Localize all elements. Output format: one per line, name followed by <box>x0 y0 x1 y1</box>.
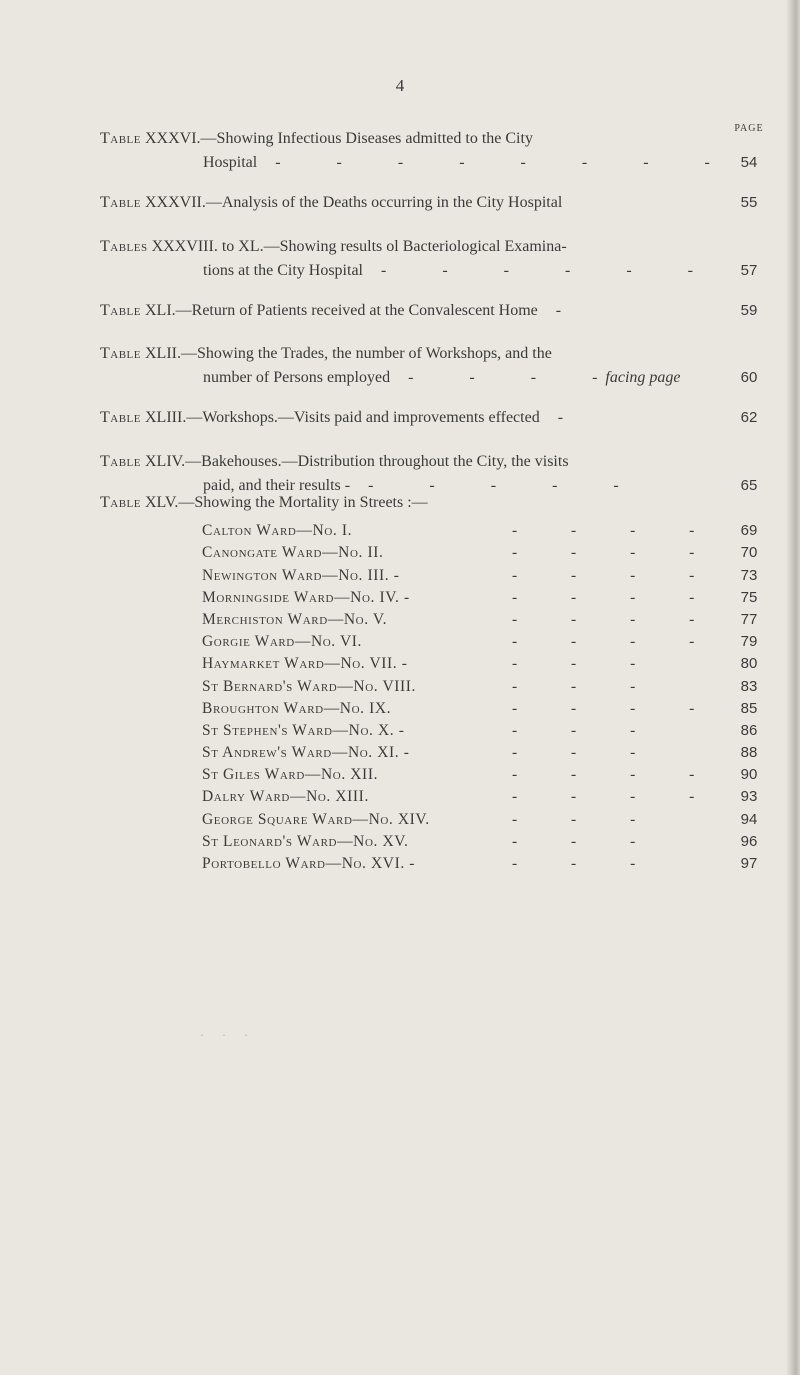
toc-entry <box>100 130 780 180</box>
toc-entry <box>100 238 780 288</box>
ward-row <box>202 811 782 833</box>
entry-title: XLII.—Showing the Trades, the number of Workshops, and the <box>145 345 552 362</box>
ward-page: 93 <box>740 788 758 805</box>
facing-page-note: facing page <box>605 369 681 386</box>
leader-dots: - - - <box>512 722 661 739</box>
ward-row <box>202 589 782 611</box>
ward-row <box>202 611 782 633</box>
ward-row <box>202 744 782 766</box>
ward-page: 94 <box>740 811 758 828</box>
ward-row <box>202 655 782 677</box>
leader-dots: - - - - - - - - <box>275 154 736 171</box>
page-column-header: PAGE <box>734 123 764 134</box>
ward-name: Portobello Ward—No. XVI. - <box>202 855 416 872</box>
toc-entry <box>100 409 780 433</box>
ward-name: Calton Ward—No. I. <box>202 522 353 539</box>
leader-dots: - - - - <box>408 369 624 386</box>
leader-dots: - - - <box>512 833 661 850</box>
entry-title-continued: Hospital <box>203 154 258 171</box>
leader-dots: - - - - - - <box>381 262 719 279</box>
toc-entry <box>100 194 780 218</box>
ward-page: 69 <box>740 522 758 539</box>
entry-title: XLIV.—Bakehouses.—Distribution throughout the City, the visits <box>145 453 569 470</box>
entry-label: Table <box>100 494 141 511</box>
ward-name: St Giles Ward—No. XII. <box>202 766 379 783</box>
leader-dots: - - - <box>512 744 661 761</box>
print-smudge: ··· <box>200 1028 266 1042</box>
entry-page: 60 <box>740 369 758 386</box>
leader-dots: - - - - <box>512 567 720 584</box>
entry-label: Table <box>100 302 141 319</box>
entry-title: XXXVIII. to XL.—Showing results ol Bacteriological Examina- <box>151 238 567 255</box>
entry-title: XLI.—Return of Patients received at the Convalescent Home <box>145 302 538 319</box>
ward-row <box>202 833 782 855</box>
entry-page: 59 <box>740 302 758 319</box>
entry-title: XXXVII.—Analysis of the Deaths occurring in the City Hospital <box>145 194 563 211</box>
ward-page: 85 <box>740 700 758 717</box>
leader-dots: - - - - <box>512 700 720 717</box>
entry-page: 62 <box>740 409 758 426</box>
leader-dots: - - - - <box>512 589 720 606</box>
ward-name: St Stephen's Ward—No. X. - <box>202 722 405 739</box>
toc-entry <box>100 494 780 518</box>
entry-label: Tables <box>100 238 148 255</box>
ward-row <box>202 766 782 788</box>
entry-label: Table <box>100 130 141 147</box>
ward-page: 80 <box>740 655 758 672</box>
ward-row <box>202 633 782 655</box>
entry-title-continued: paid, and their results - <box>203 477 351 494</box>
entry-title: XLV.—Showing the Mortality in Streets :— <box>145 494 428 511</box>
entry-title-continued: number of Persons employed <box>203 369 391 386</box>
ward-name: Canongate Ward—No. II. <box>202 544 384 561</box>
ward-page: 75 <box>740 589 758 606</box>
entry-label: Table <box>100 453 141 470</box>
toc-entry <box>100 345 780 395</box>
entry-label: Table <box>100 409 141 426</box>
ward-row <box>202 567 782 589</box>
entry-title: XXXVI.—Showing Infectious Diseases admitted to the City <box>145 130 533 147</box>
ward-name: Morningside Ward—No. IV. - <box>202 589 410 606</box>
leader-dots: - <box>555 302 588 319</box>
ward-name: Haymarket Ward—No. VII. - <box>202 655 408 672</box>
ward-name: Newington Ward—No. III. - <box>202 567 400 584</box>
ward-row <box>202 788 782 810</box>
ward-name: Merchiston Ward—No. V. <box>202 611 388 628</box>
leader-dots: - - - <box>512 855 661 872</box>
leader-dots: - - - - - <box>368 477 645 494</box>
entry-page: 57 <box>740 262 758 279</box>
ward-page: 73 <box>740 567 758 584</box>
ward-page: 86 <box>740 722 758 739</box>
ward-name: St Bernard's Ward—No. VIII. <box>202 678 416 695</box>
leader-dots: - - - <box>512 678 661 695</box>
ward-row <box>202 678 782 700</box>
toc-entry <box>100 302 780 326</box>
ward-page: 79 <box>740 633 758 650</box>
ward-page: 88 <box>740 744 758 761</box>
leader-dots: - - - <box>512 655 661 672</box>
entry-page: 54 <box>740 154 758 171</box>
ward-row <box>202 522 782 544</box>
leader-dots: - - - - <box>512 611 720 628</box>
page-number: 4 <box>395 76 405 95</box>
page-edge-shadow <box>786 0 800 1375</box>
ward-name: St Leonard's Ward—No. XV. <box>202 833 409 850</box>
entry-page: 55 <box>740 194 758 211</box>
entry-label: Table <box>100 345 141 362</box>
ward-name: George Square Ward—No. XIV. <box>202 811 430 828</box>
leader-dots: - <box>557 409 590 426</box>
ward-page: 90 <box>740 766 758 783</box>
leader-dots: - - - - <box>512 544 720 561</box>
entry-title: XLIII.—Workshops.—Visits paid and improvements effected <box>145 409 540 426</box>
ward-name: Broughton Ward—No. IX. <box>202 700 392 717</box>
ward-name: St Andrew's Ward—No. XI. - <box>202 744 410 761</box>
ward-row <box>202 544 782 566</box>
leader-dots: - - - - <box>512 633 720 650</box>
ward-row <box>202 722 782 744</box>
ward-page: 83 <box>740 678 758 695</box>
entry-label: Table <box>100 194 141 211</box>
ward-page: 96 <box>740 833 758 850</box>
entry-title-continued: tions at the City Hospital <box>203 262 363 279</box>
leader-dots: - - - - <box>512 522 720 539</box>
ward-page: 70 <box>740 544 758 561</box>
ward-name: Gorgie Ward—No. VI. <box>202 633 362 650</box>
ward-page: 97 <box>740 855 758 872</box>
leader-dots: - - - - <box>512 788 720 805</box>
ward-name: Dalry Ward—No. XIII. <box>202 788 369 805</box>
ward-row <box>202 700 782 722</box>
entry-page: 65 <box>740 477 758 494</box>
ward-row <box>202 855 782 877</box>
leader-dots: - - - - <box>512 766 720 783</box>
leader-dots: - - - <box>512 811 661 828</box>
ward-page: 77 <box>740 611 758 628</box>
